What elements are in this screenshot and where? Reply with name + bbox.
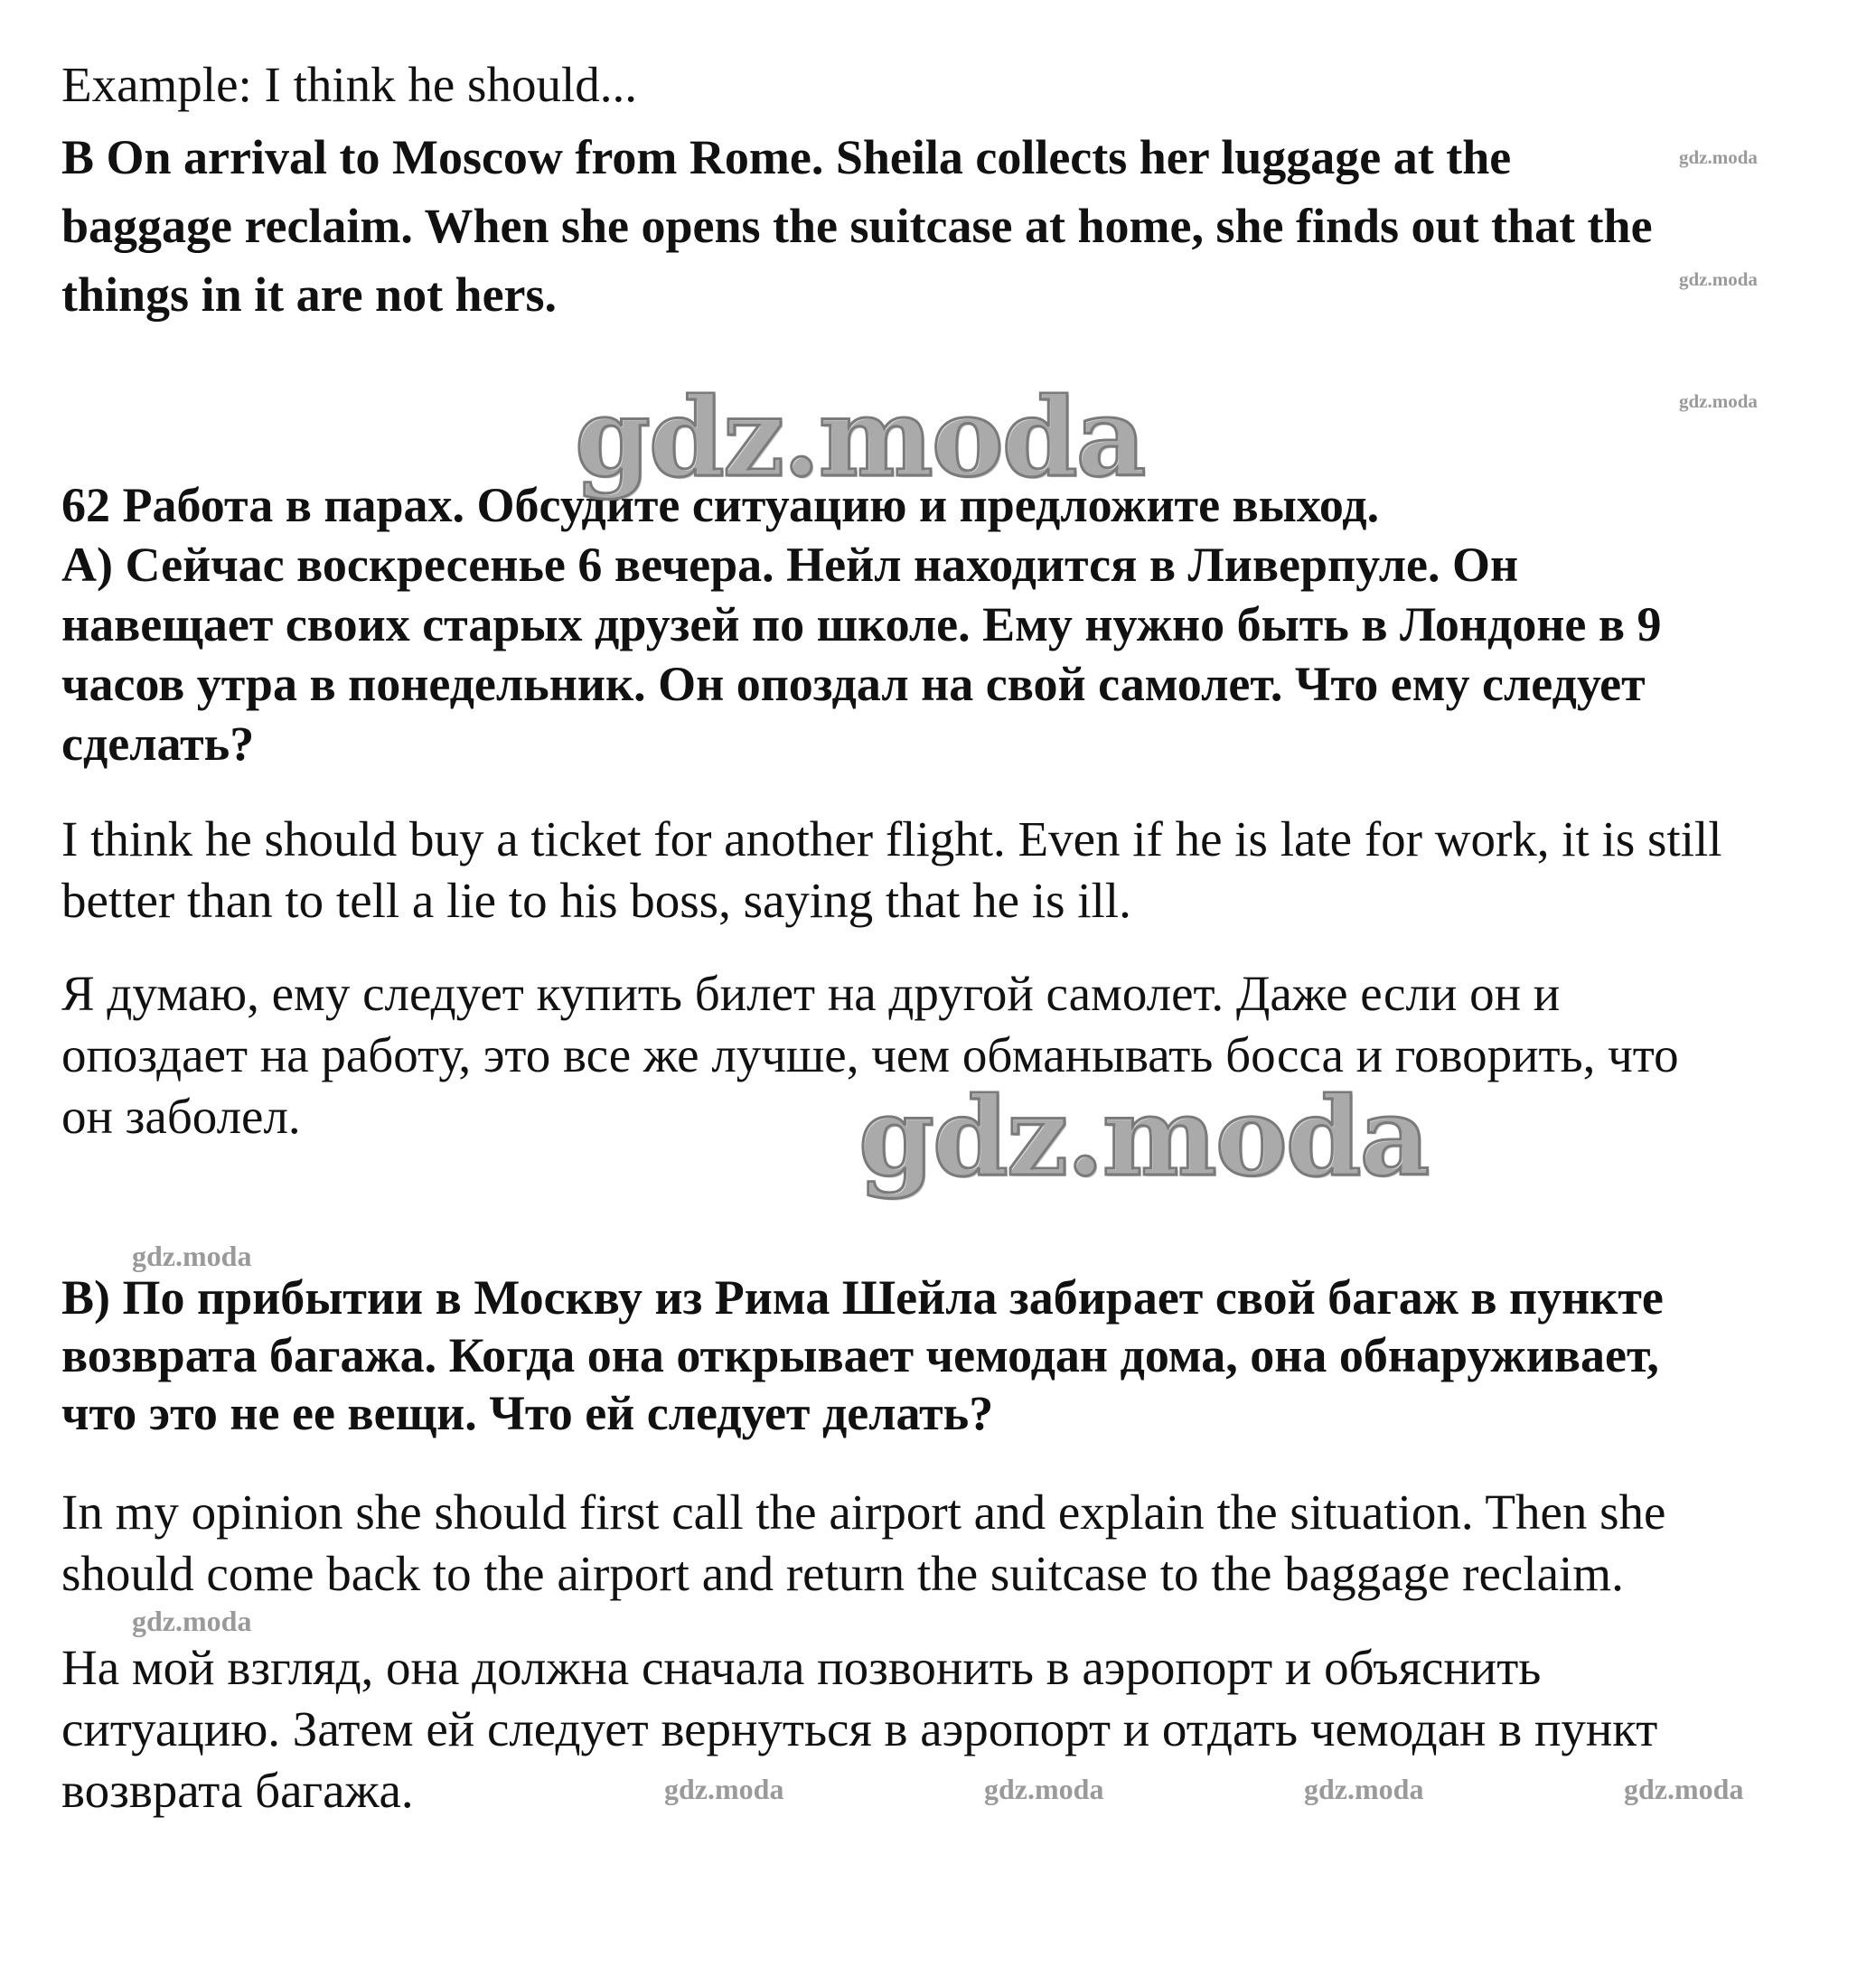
answer-b-english (61, 1482, 1665, 1605)
question-a-line-2: навещает своих старых друзей по школе. Ему нужно быть в Лондоне в 9 (61, 597, 1662, 651)
question-a-line-1: А) Сейчас воскресенье 6 вечера. Нейл находится в Ливерпуле. Он (61, 538, 1519, 592)
example-text: Example: I think he should... (61, 57, 637, 112)
question-b-line-3: что это не ее вещи. Что ей следует делать? (61, 1386, 994, 1440)
answer-a-english (61, 809, 1722, 932)
watermark-small: gdz.moda (1304, 1773, 1424, 1805)
answer-b-english-line-1: In my opinion she should first call the airport and explain the situation. Then she (61, 1484, 1666, 1540)
example-line (61, 54, 637, 116)
watermark-large: gdz.moda (858, 1073, 1429, 1201)
task-62-block (61, 475, 1662, 773)
answer-a-russian-line-1: Я думаю, ему следует купить билет на другой самолет. Даже если он и (61, 966, 1561, 1021)
answer-a-english-line-1: I think he should buy a ticket for another flight. Even if he is late for work, it is still (61, 811, 1722, 866)
question-a-line-4: сделать? (61, 716, 255, 771)
watermark-small: gdz.moda (132, 1605, 252, 1637)
question-b-line-2: возврата багажа. Когда она открывает чемодан дома, она обнаруживает, (61, 1328, 1659, 1382)
question-b-line-1: B) По прибытии в Москву из Рима Шейла забирает свой багаж в пункте (61, 1270, 1664, 1325)
watermark-large: gdz.moda (575, 374, 1145, 501)
answer-b-english-line-2: should come back to the airport and return the suitcase to the baggage reclaim. (61, 1546, 1624, 1601)
answer-a-russian-line-3: он заболел. (61, 1089, 301, 1144)
task-62-heading: 62 Работа в парах. Обсудите ситуацию и предложите выход. (61, 478, 1380, 532)
answer-b-russian-line-2: ситуацию. Затем ей следует вернуться в аэропорт и отдать чемодан в пункт (61, 1701, 1658, 1756)
answer-b-russian-line-3: возврата багажа. (61, 1763, 414, 1818)
task-b-english-line-3: things in it are not hers. (61, 267, 558, 322)
watermark-small: gdz.moda (1679, 390, 1758, 412)
watermark-small: gdz.moda (1679, 146, 1758, 168)
watermark-small: gdz.moda (1624, 1773, 1744, 1805)
watermark-small: gdz.moda (1679, 268, 1758, 290)
watermark-small: gdz.moda (664, 1773, 784, 1805)
task-b-english (61, 123, 1653, 329)
answer-a-russian-line-2: опоздает на работу, это все же лучше, чем обманывать босса и говорить, что (61, 1027, 1679, 1082)
watermark-small: gdz.moda (984, 1773, 1104, 1805)
question-a-line-3: часов утра в понедельник. Он опоздал на свой самолет. Что ему следует (61, 657, 1646, 711)
question-b (61, 1269, 1664, 1442)
watermark-small: gdz.moda (132, 1240, 252, 1272)
answer-b-russian-line-1: На мой взгляд, она должна сначала позвонить в аэропорт и объяснить (61, 1640, 1542, 1695)
task-b-english-line-1: B On arrival to Moscow from Rome. Sheila collects her luggage at the (61, 130, 1512, 184)
task-b-english-line-2: baggage reclaim. When she opens the suitcase at home, she finds out that the (61, 199, 1653, 253)
answer-a-english-line-2: better than to tell a lie to his boss, saying that he is ill. (61, 873, 1131, 928)
